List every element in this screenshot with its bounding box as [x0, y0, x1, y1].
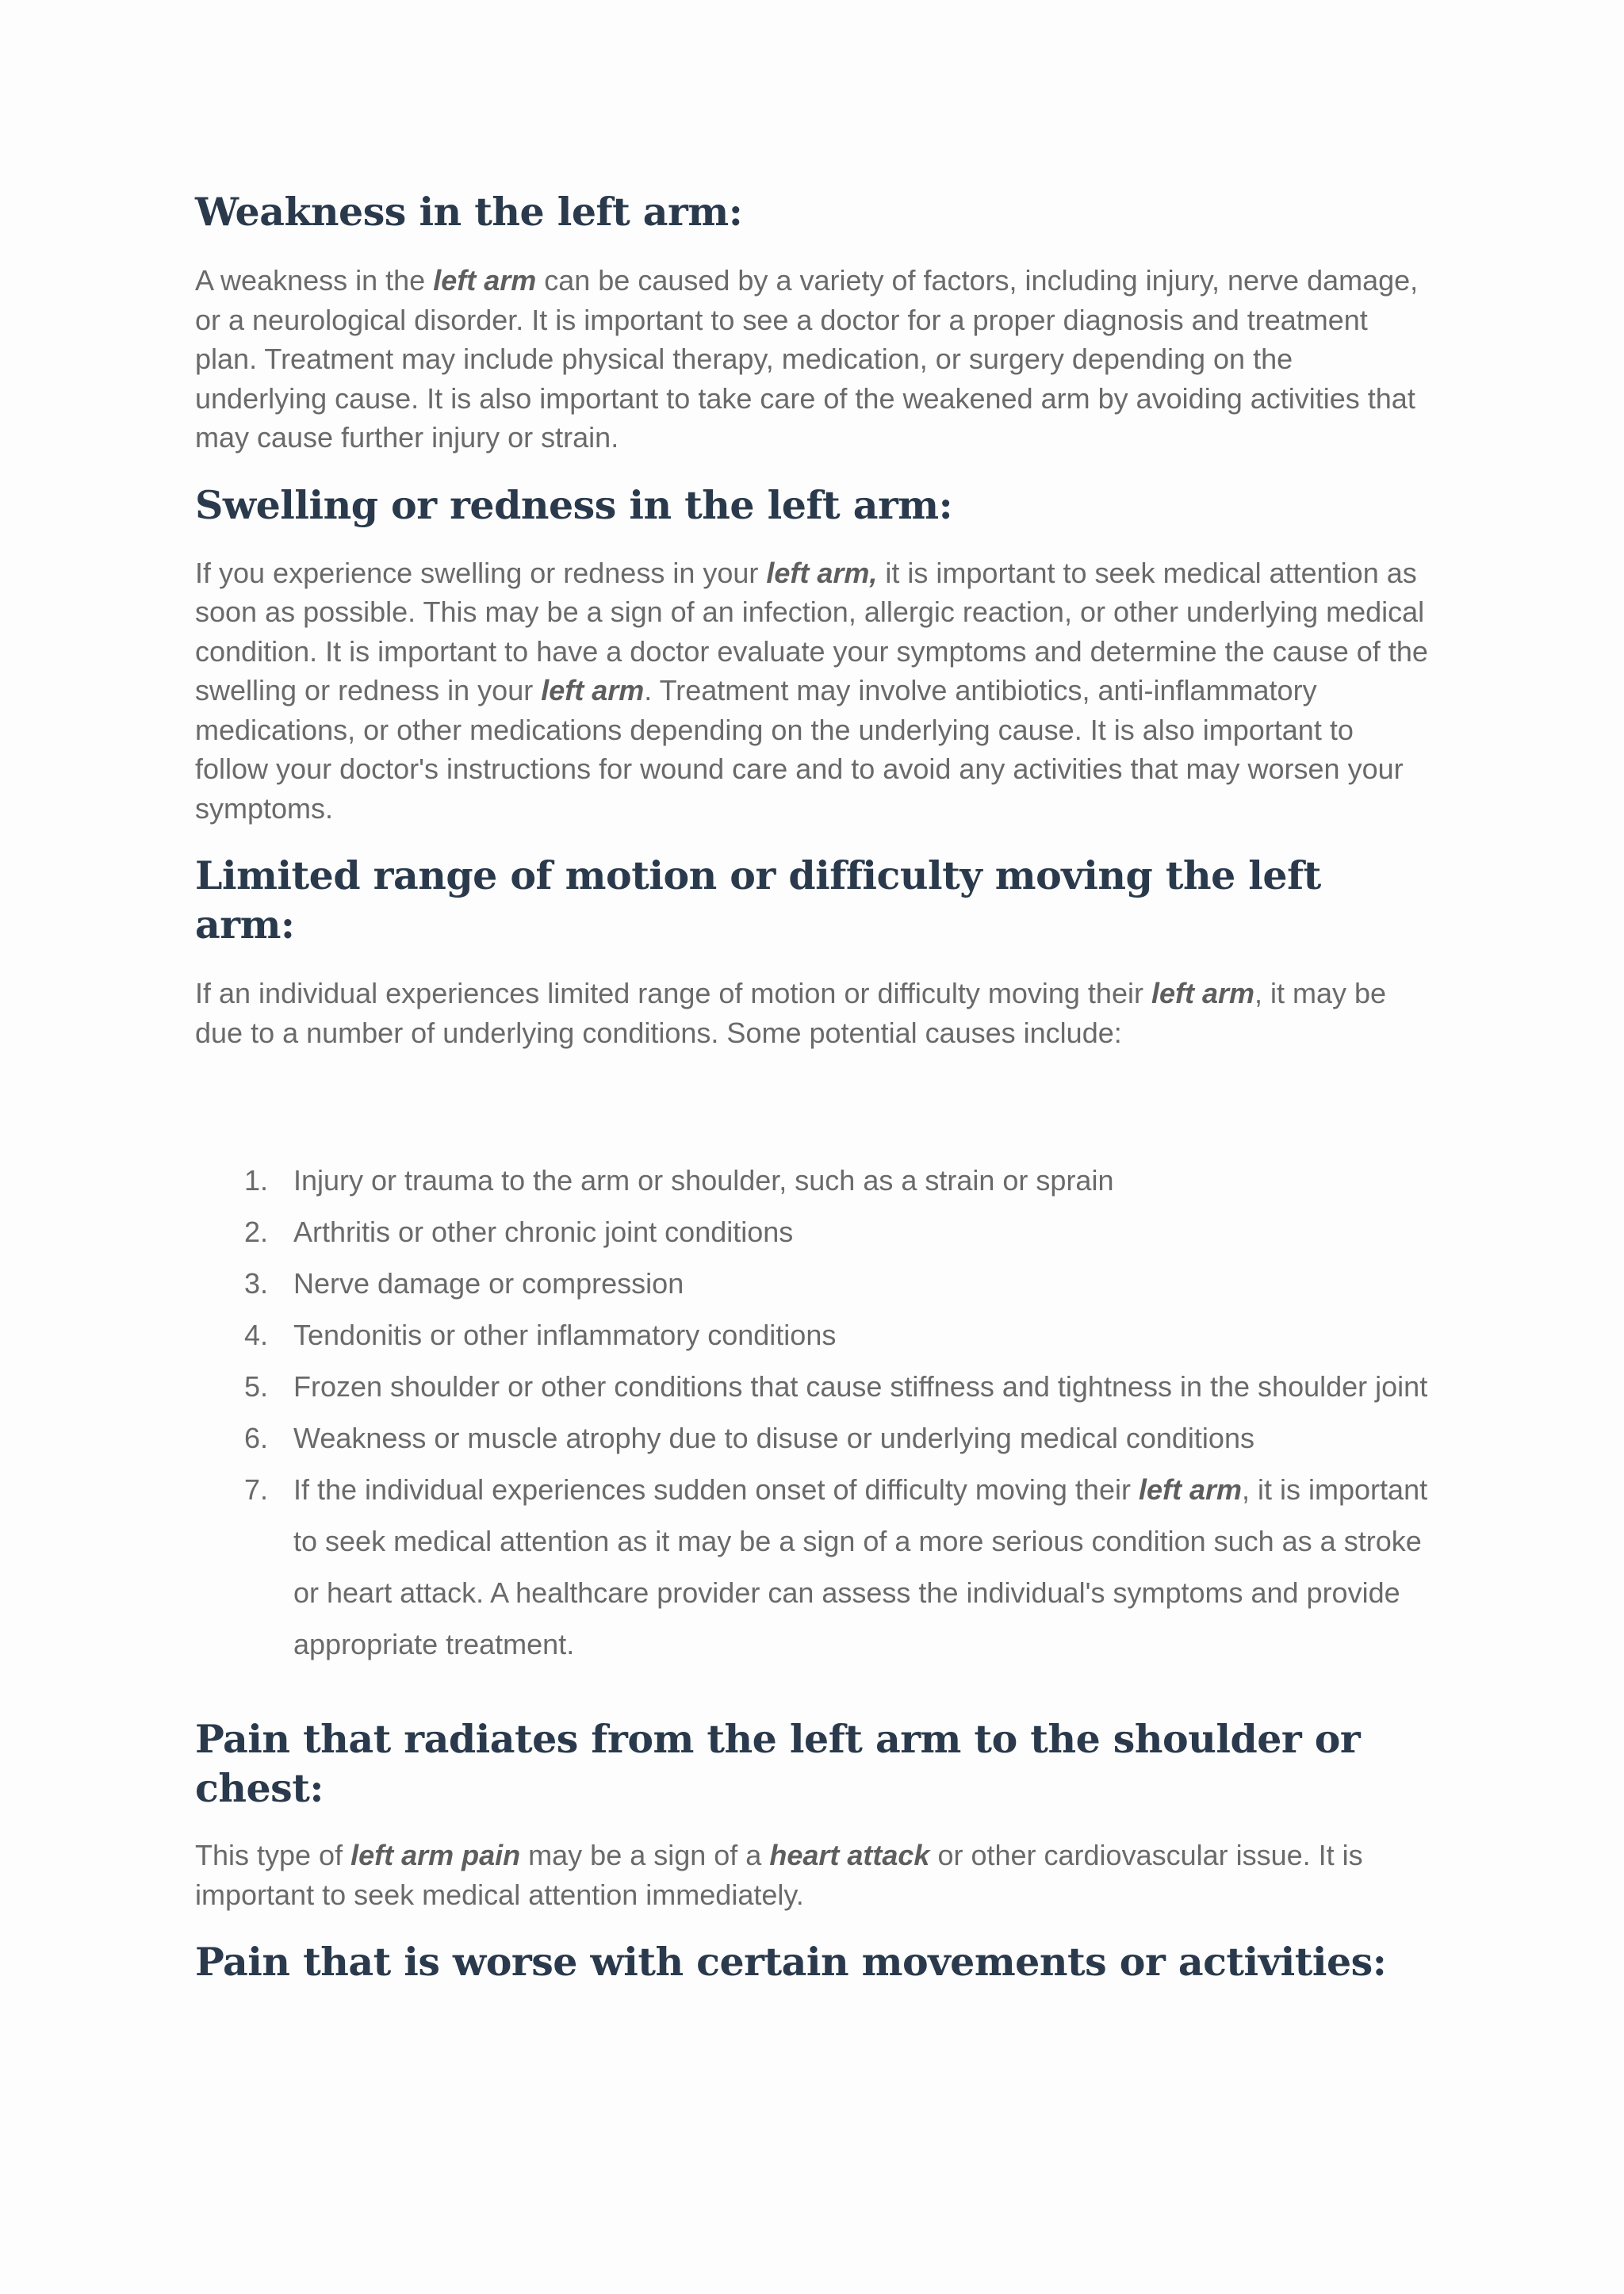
- section-paragraph-weakness: [195, 261, 1432, 458]
- section-heading-radiating-pain: Pain that radiates from the left arm to the shoulder or chest:: [195, 1716, 1361, 1811]
- list-item: [195, 1206, 1432, 1258]
- paragraph-text: A weakness in the: [195, 264, 434, 297]
- paragraph-text: , it may be due to a number of underlying conditions. Some potential causes include:: [195, 977, 1387, 1049]
- list-item: [195, 1309, 1432, 1361]
- list-item-text: Weakness or muscle atrophy due to disuse or underlying medical conditions: [293, 1422, 1254, 1454]
- paragraph-text: If you experience swelling or redness in your: [195, 556, 767, 589]
- list-item-number: 3.: [244, 1267, 269, 1300]
- section-paragraph-limited-motion: [195, 974, 1432, 1052]
- list-item-number: 5.: [244, 1370, 269, 1403]
- paragraph-text: it is important to seek medical attention as soon as possible. This may be a sign of an infection, allergic reaction, or other underlying medical condition. It is important to have a doctor evaluate your symptoms and determine the cause of the swelling or redness in your: [195, 556, 1428, 707]
- list-item: [195, 1361, 1432, 1412]
- causes-list: [195, 1155, 1432, 1670]
- paragraph-text: can be caused by a variety of factors, including injury, nerve damage, or a neurological disorder. It is important to see a doctor for a proper diagnosis and treatment plan. Treatment may include physical therapy, medication, or surgery depending on the underlying cause. It is also important to take care of the weakened arm by avoiding activities that may cause further injury or strain.: [195, 264, 1419, 454]
- section-heading-weakness: Weakness in the left arm:: [195, 189, 743, 235]
- list-item-text: Frozen shoulder or other conditions that cause stiffness and tightness in the shoulder joint: [293, 1370, 1428, 1403]
- emphasis-text: heart attack: [769, 1839, 930, 1871]
- emphasis-text: left arm: [433, 264, 537, 297]
- list-item-text: , it is important to seek medical attention as it may be a sign of a more serious condition such as a stroke or heart attack. A healthcare provider can assess the individual's symptoms and provide appropriate treatment.: [293, 1473, 1428, 1660]
- section-heading-movement-pain: Pain that is worse with certain movements or activities:: [195, 1939, 1387, 1985]
- list-item-number: 4.: [244, 1319, 269, 1351]
- list-item-number: 2.: [244, 1216, 269, 1248]
- list-item: [195, 1258, 1432, 1309]
- emphasis-text: left arm: [1138, 1473, 1243, 1506]
- section-heading-limited-motion: Limited range of motion or difficulty moving the left arm:: [195, 852, 1321, 948]
- paragraph-text: If an individual experiences limited range of motion or difficulty moving their: [195, 977, 1151, 1009]
- list-item-text: Tendonitis or other inflammatory conditions: [293, 1319, 837, 1351]
- list-item-text: Arthritis or other chronic joint conditions: [293, 1216, 794, 1248]
- paragraph-text: or other cardiovascular issue. It is important to seek medical attention immediately.: [195, 1839, 1363, 1911]
- section-paragraph-radiating-pain: [195, 1836, 1432, 1914]
- list-item-text: Injury or trauma to the arm or shoulder, such as a strain or sprain: [293, 1164, 1114, 1197]
- list-item-text: If the individual experiences sudden onset of difficulty moving their: [293, 1473, 1139, 1506]
- list-item: [195, 1412, 1432, 1464]
- list-item-number: 6.: [244, 1422, 269, 1454]
- list-item-text: Nerve damage or compression: [293, 1267, 684, 1300]
- list-item: [195, 1464, 1432, 1670]
- emphasis-text: left arm: [1151, 977, 1254, 1009]
- paragraph-text: . Treatment may involve antibiotics, anti-inflammatory medications, or other medications depending on the underlying cause. It is also important to follow your doctor's instructions for wound care and to avoid any activities that may worsen your symptoms.: [195, 674, 1404, 825]
- section-paragraph-swelling: [195, 553, 1432, 829]
- article-body: [195, 187, 1432, 1986]
- emphasis-text: left arm,: [766, 556, 878, 589]
- emphasis-text: left arm pain: [350, 1839, 521, 1871]
- list-item-number: 7.: [244, 1473, 269, 1506]
- paragraph-text: may be a sign of a: [520, 1839, 770, 1871]
- paragraph-text: This type of: [195, 1839, 351, 1871]
- section-heading-swelling: Swelling or redness in the left arm:: [195, 481, 953, 528]
- list-item-number: 1.: [244, 1164, 269, 1197]
- list-item: [195, 1155, 1432, 1206]
- emphasis-text: left arm: [541, 674, 645, 707]
